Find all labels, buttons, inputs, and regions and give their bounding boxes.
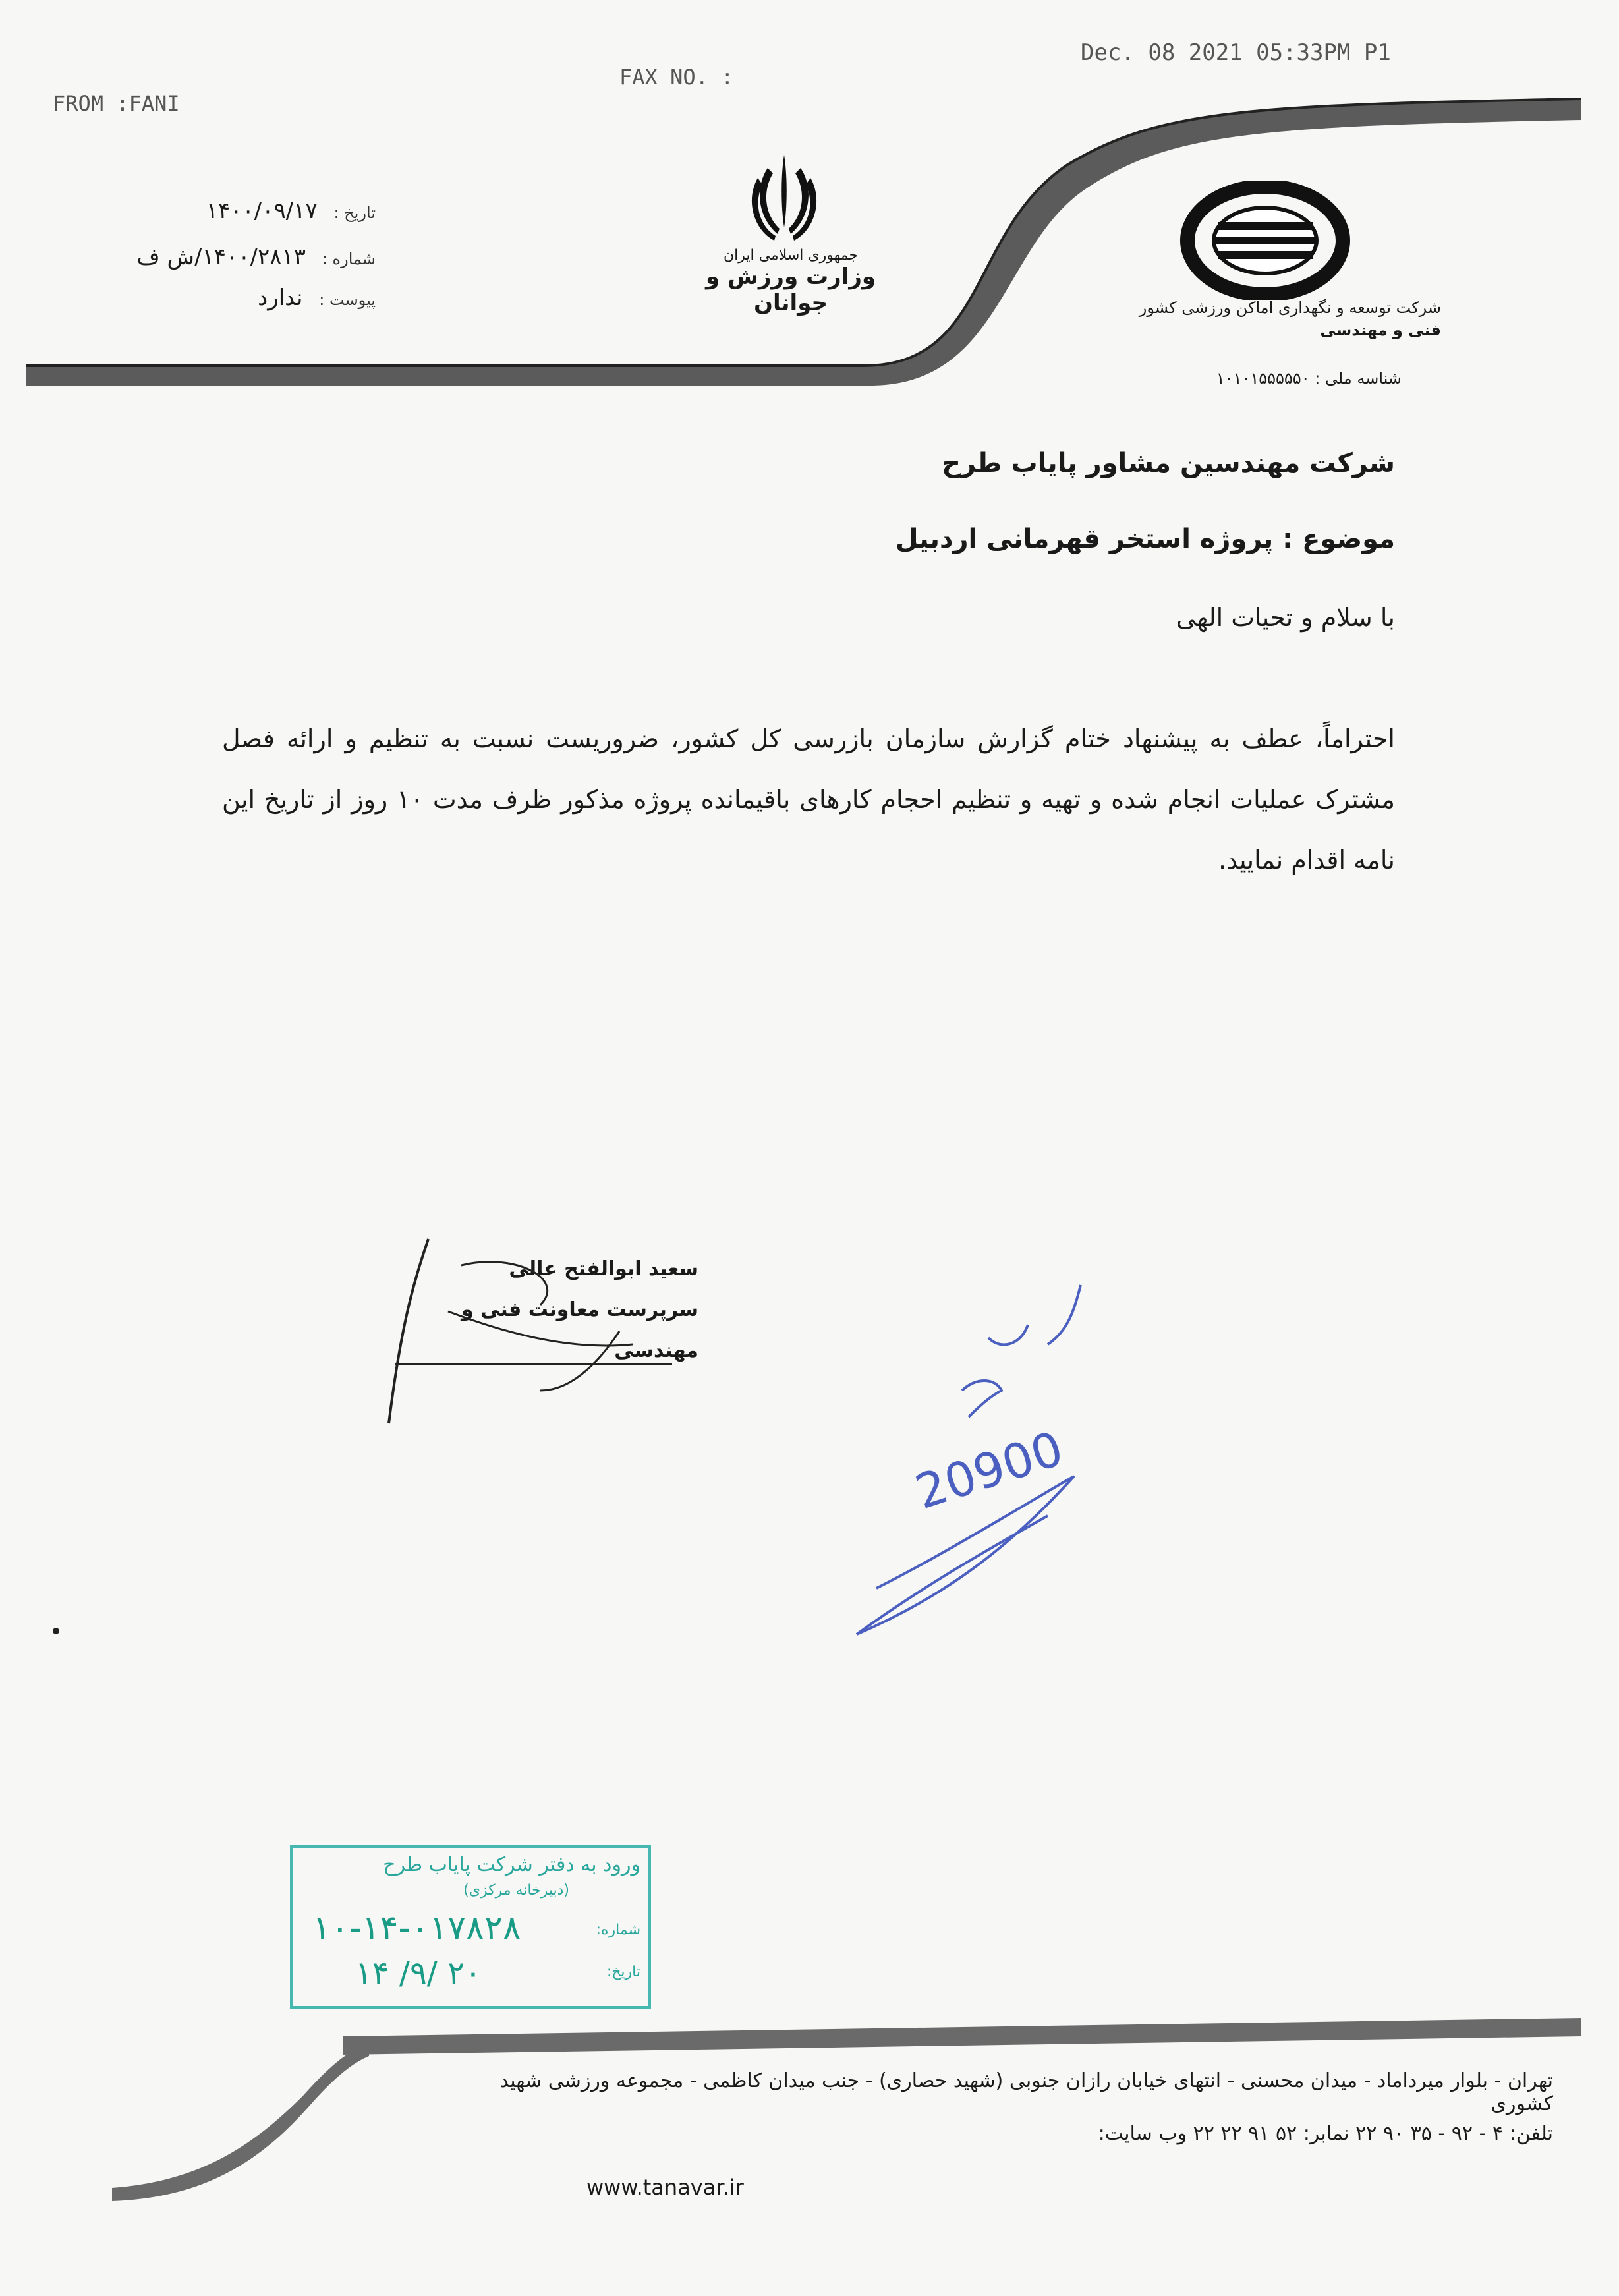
footer-address: تهران - بلوار میرداماد - میدان محسنی - انتهای خیابان رازان جنوبی (شهید حصاری) - جنب میدان کاظمی - مجموعه ورزشی شهید کشوری	[499, 2069, 1553, 2115]
letter-greeting: با سلام و تحیات الهی	[1176, 603, 1395, 632]
letter-recipient: شرکت مهندسین مشاور پایاب طرح	[942, 448, 1395, 478]
meta-attachment-value: ندارد	[258, 285, 303, 311]
stamp-number-value: ۱۰-۱۴-۰۱۷۸۲۸	[312, 1909, 521, 1948]
company-national-id: شناسه ملی : ۱۰۱۰۱۵۵۵۵۵۰	[1216, 369, 1402, 387]
company-logo-icon	[1179, 181, 1351, 300]
page-dot	[53, 1628, 59, 1634]
signature-scribble	[369, 1226, 712, 1437]
ministry-title: وزارت ورزش و جوانان	[705, 264, 876, 316]
stamp-number-label: شماره:	[596, 1922, 640, 1938]
meta-number	[40, 244, 376, 270]
meta-attachment-label: پیوست :	[319, 291, 376, 309]
handwritten-number: 20900	[909, 1420, 1070, 1520]
stamp-date-value: ۱۴ /۹/ ۲۰	[355, 1955, 482, 1992]
ministry-subtitle: جمهوری اسلامی ایران	[723, 247, 859, 264]
ministry-block	[666, 247, 916, 316]
signer-name: سعید ابوالفتح عالی	[509, 1257, 698, 1280]
fax-from: FROM :FANI	[53, 91, 180, 116]
meta-date	[99, 198, 376, 224]
fax-timestamp: Dec. 08 2021 05:33PM P1	[1081, 40, 1391, 66]
footer-phone: تلفن: ۴ - ۹۲ - ۳۵ ۹۰ ۲۲ نمابر: ۵۲ ۹۱ ۲۲ ۲۲ وب سایت:	[1098, 2122, 1553, 2145]
footer-website[interactable]: www.tanavar.ir	[586, 2175, 744, 2200]
fax-number: FAX NO. :	[619, 65, 734, 90]
meta-number-value: ۱۴۰۰/۲۸۱۳/ش ف	[136, 244, 306, 270]
signer-title: سرپرست معاونت فنی و مهندسی	[461, 1298, 698, 1362]
handwritten-note	[830, 1265, 1160, 1674]
stamp-title: ورود به دفتر شرکت پایاب طرح	[383, 1853, 640, 1876]
stamp-subtitle: (دبیرخانه مرکزی)	[463, 1882, 569, 1899]
iran-emblem-icon	[741, 148, 827, 247]
company-department: فنی و مهندسی	[1320, 321, 1441, 339]
received-stamp	[290, 1845, 651, 2009]
meta-date-value: ۱۴۰۰/۰۹/۱۷	[206, 198, 318, 224]
company-name-block	[1019, 297, 1441, 341]
letter-subject: موضوع : پروژه استخر قهرمانی اردبیل	[895, 524, 1395, 554]
meta-number-label: شماره :	[322, 250, 376, 268]
letter-body: احتراماً، عطف به پیشنهاد ختام گزارش سازمان بازرسی کل کشور، ضروریست نسبت به تنظیم و ارائه فصل مشترک عملیات انجام شده و تهیه و تنظیم احجام کارهای باقیمانده پروژه مذکور ظرف مدت ۱۰ روز از تاریخ این نامه اقدام نمایید.	[222, 724, 1395, 875]
stamp-date-label: تاریخ:	[606, 1964, 640, 1980]
meta-date-label: تاریخ :	[333, 204, 376, 222]
meta-attachment	[99, 285, 376, 311]
company-name: شرکت توسعه و نگهداری اماکن ورزشی کشور	[1139, 299, 1441, 317]
